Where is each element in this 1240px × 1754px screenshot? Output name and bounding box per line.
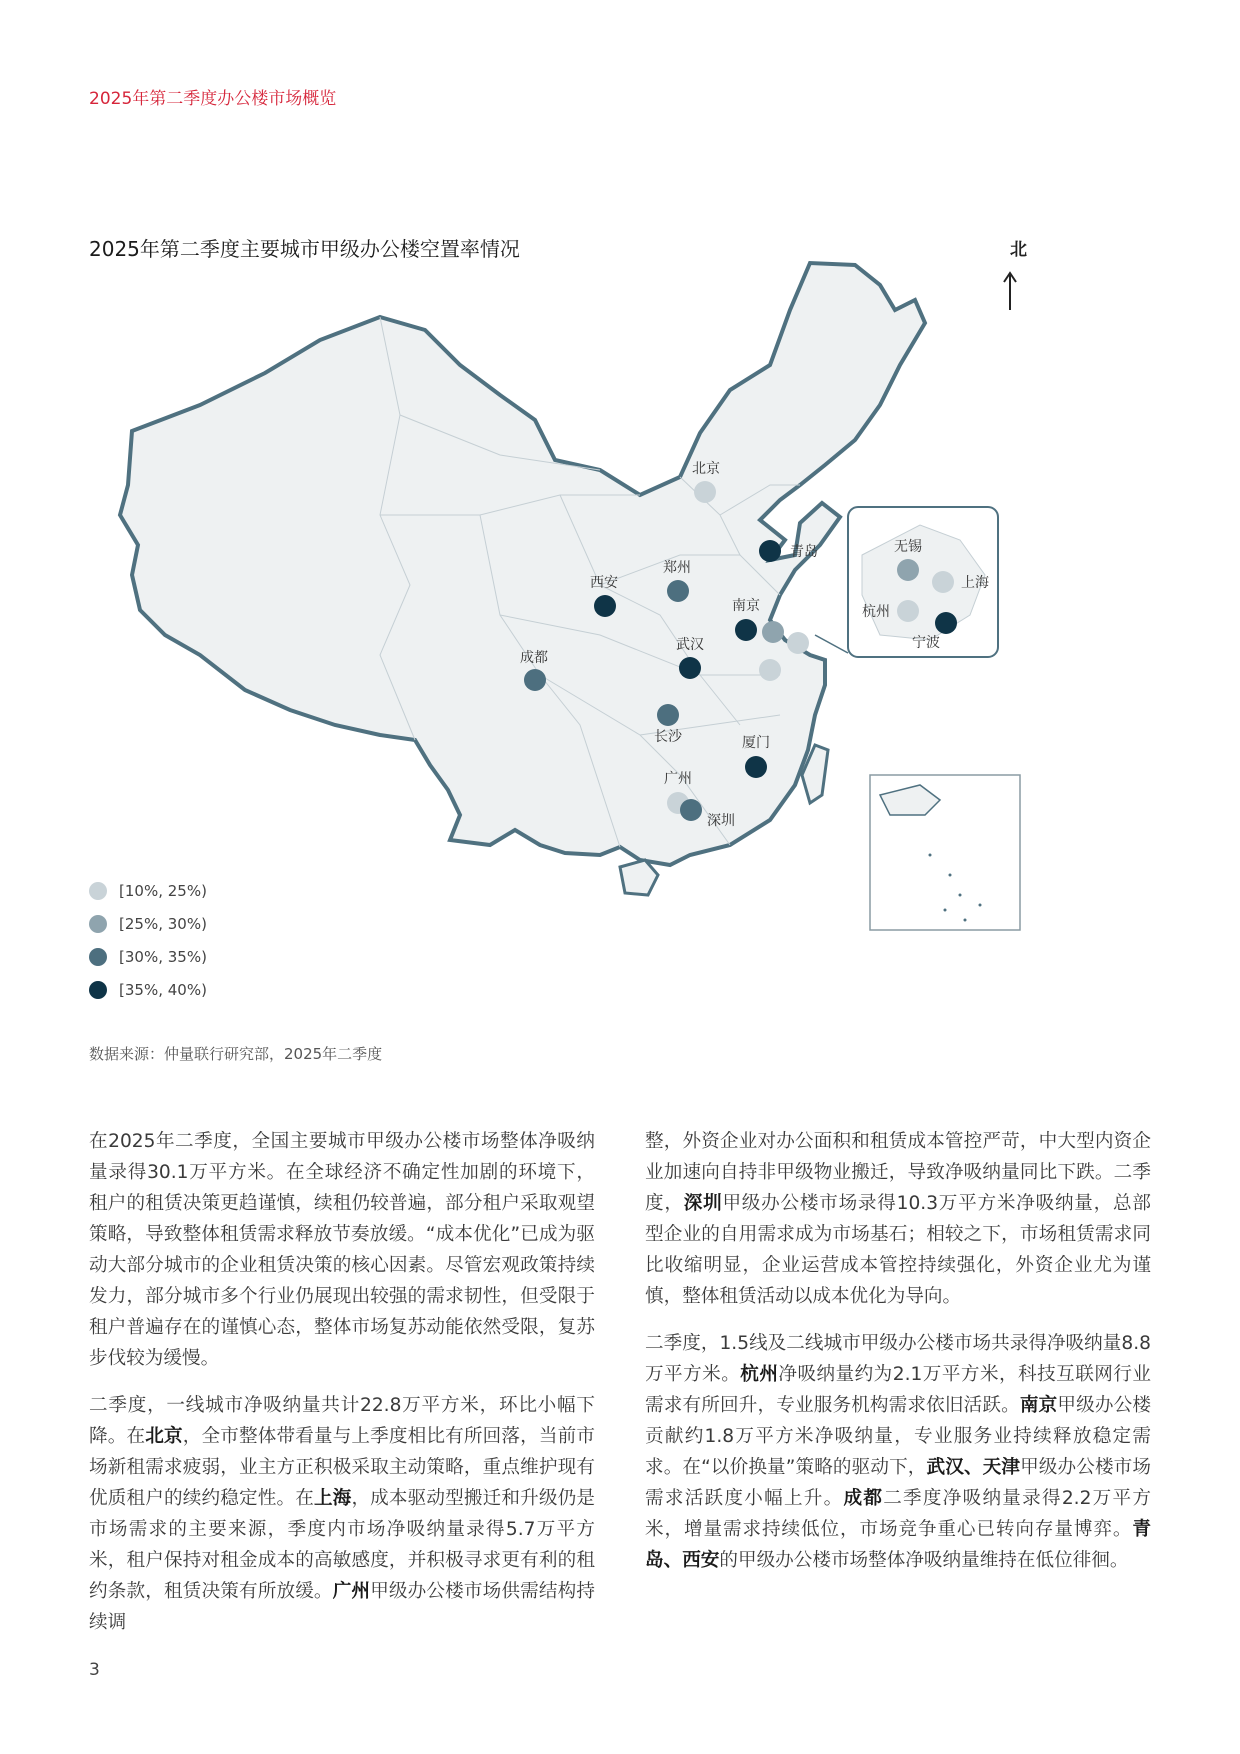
city-marker-changsha (657, 704, 679, 726)
legend-label: [30%, 35%) (119, 947, 207, 966)
data-source-note: 数据来源：仲量联行研究部，2025年二季度 (89, 1045, 383, 1063)
body-column-right (645, 1126, 1151, 1592)
inset-marker-shanghai (932, 571, 954, 593)
page-number: 3 (89, 1660, 100, 1680)
legend-label: [25%, 30%) (119, 914, 207, 933)
inset-marker-wuxi (897, 559, 919, 581)
inset-marker-ningbo (935, 612, 957, 634)
inset-leader-line (815, 635, 848, 653)
paragraph: 整，外资企业对办公面积和租赁成本管控严苛，中大型内资企业加速向自持非甲级物业搬迁，导致净吸纳量同比下跌。二季度，深圳甲级办公楼市场录得10.3万平方米净吸纳量，总部型企业的自用需求成为市场基石；相较之下，市场租赁需求同比收缩明显，企业运营成本管控持续强化，外资企业尤为谨慎，整体租赁活动以成本优化为导向。 (645, 1131, 1151, 1307)
inset-marker-hangzhou (897, 600, 919, 622)
city-label-changsha: 长沙 (654, 729, 682, 745)
map-title: 2025年第二季度主要城市甲级办公楼空置率情况 (89, 237, 520, 261)
city-marker-wuhan (679, 657, 701, 679)
hainan-island (620, 860, 658, 895)
running-header: 2025年第二季度办公楼市场概览 (89, 89, 337, 109)
city-label-beijing: 北京 (692, 461, 720, 477)
paragraph: 在2025年二季度，全国主要城市甲级办公楼市场整体净吸纳量录得30.1万平方米。在全球经济不确定性加剧的环境下，租户的租赁决策更趋谨慎，续租仍较普遍，部分租户采取观望策略，导致整体租赁需求释放节奏放缓。“成本优化”已成为驱动大部分城市的企业租赁决策的核心因素。尽管宏观政策持续发力，部分城市多个行业仍展现出较强的需求韧性，但受限于租户普遍存在的谨慎心态，整体市场复苏动能依然受限，复苏步伐较为缓慢。 (89, 1131, 595, 1369)
city-label-qingdao: 青岛 (790, 544, 818, 560)
legend-swatch (89, 915, 107, 933)
legend-label: [10%, 25%) (119, 881, 207, 900)
city-label-wuhan: 武汉 (676, 637, 704, 653)
city-marker-wuxi-main (762, 621, 784, 643)
city-label-xiamen: 厦门 (742, 735, 770, 751)
city-marker-shenzhen (680, 799, 702, 821)
inset-label-hangzhou: 杭州 (862, 604, 890, 620)
inset-label-shanghai: 上海 (961, 575, 989, 591)
legend-swatch (89, 882, 107, 900)
city-label-nanjing: 南京 (732, 598, 760, 614)
city-marker-beijing (694, 481, 716, 503)
body-column-left (89, 1126, 595, 1654)
legend-label: [35%, 40%) (119, 980, 207, 999)
city-marker-chengdu (524, 669, 546, 691)
city-marker-nanjing (735, 619, 757, 641)
city-marker-zhengzhou (667, 580, 689, 602)
paragraph: 二季度，1.5线及二线城市甲级办公楼市场共录得净吸纳量8.8万平方米。杭州净吸纳量约为2.1万平方米，科技互联网行业需求有所回升，专业服务机构需求依旧活跃。南京甲级办公楼贡献约1.8万平方米净吸纳量，专业服务业持续释放稳定需求。在“以价换量”策略的驱动下，武汉、天津甲级办公楼市场需求活跃度小幅上升。成都二季度净吸纳量录得2.2万平方米，增量需求持续低位，市场竞争重心已转向存量博弈。青岛、西安的甲级办公楼市场整体净吸纳量维持在低位徘徊。 (645, 1333, 1151, 1571)
paragraph: 二季度，一线城市净吸纳量共计22.8万平方米，环比小幅下降。在北京，全市整体带看量与上季度相比有所回落，当前市场新租需求疲弱，业主方正积极采取主动策略，重点维护现有优质租户的续约稳定性。在上海，成本驱动型搬迁和升级仍是市场需求的主要来源，季度内市场净吸纳量录得5.7万平方米，租户保持对租金成本的高敏感度，并积极寻求更有利的租约条款，租赁决策有所放缓。广州甲级办公楼市场供需结构持续调 (89, 1395, 595, 1633)
legend-item (89, 973, 207, 1006)
city-label-chengdu: 成都 (520, 650, 548, 666)
city-label-zhengzhou: 郑州 (663, 560, 691, 576)
city-label-guangzhou: 广州 (664, 771, 692, 787)
city-label-xian: 西安 (590, 575, 618, 591)
city-marker-qingdao (759, 540, 781, 562)
legend-swatch (89, 981, 107, 999)
legend-item (89, 940, 207, 973)
legend-swatch (89, 948, 107, 966)
inset-label-wuxi: 无锡 (894, 539, 922, 555)
legend-item (89, 907, 207, 940)
city-marker-xian (594, 595, 616, 617)
city-label-shenzhen: 深圳 (707, 813, 735, 829)
north-label: 北 (1010, 240, 1027, 260)
map-legend (89, 874, 207, 1006)
city-marker-xiamen (745, 756, 767, 778)
inset-label-ningbo: 宁波 (912, 635, 940, 651)
city-marker-shanghai-main (787, 632, 809, 654)
city-marker-hangzhou-main (759, 659, 781, 681)
legend-item (89, 874, 207, 907)
